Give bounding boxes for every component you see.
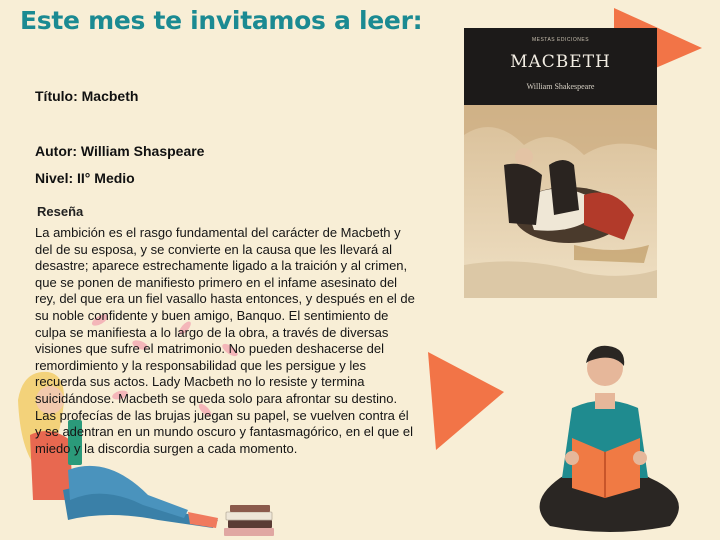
book-author: Autor: William Shaspeare [35, 143, 205, 159]
cover-title: MACBETH [510, 52, 611, 72]
book-title: Título: Macbeth [35, 88, 139, 104]
cover-publisher: MESTAS EDICIONES [531, 37, 590, 43]
book-level: Nivel: II° Medio [35, 170, 135, 186]
triangle-shape [428, 352, 508, 452]
book-stack-icon [222, 502, 277, 538]
page-heading: Este mes te invitamos a leer: [20, 6, 423, 35]
review-text: La ambición es el rasgo fundamental del carácter de Macbeth y del de su esposa, y se convierte en la causa que les llevará al desastre; aparece estrechamente ligado a la traición y al crimen, que se ponen de manifiesto primero en el infame asesinato del rey, del que era un fiel vasallo hasta entonces, y después en el de su noble confidente y buen amigo, Banquo. El sentimiento de culpa se manifiesta a lo largo de la obra, a través de diversas visiones que sufre el matrimonio. No pueden deshacerse del remordimiento y la responsabilidad que les persigue y les recuerda sus actos. Lady Macbeth no lo resiste y termina suicidándose. Macbeth se queda solo para afrontar su destino. Las profecías de las brujas juegan su papel, se vuelven contra él y se adentran en un mundo oscuro y fantasmagórico, en el que el miedo y la discordia surgen a cada momento. [35, 225, 415, 456]
cover-painting [464, 105, 657, 298]
book-cover-image [464, 28, 657, 298]
review-label: Reseña [37, 204, 84, 219]
cover-header [464, 28, 657, 105]
cover-author: William Shakespeare [526, 82, 595, 91]
reading-man-illustration [520, 338, 700, 538]
